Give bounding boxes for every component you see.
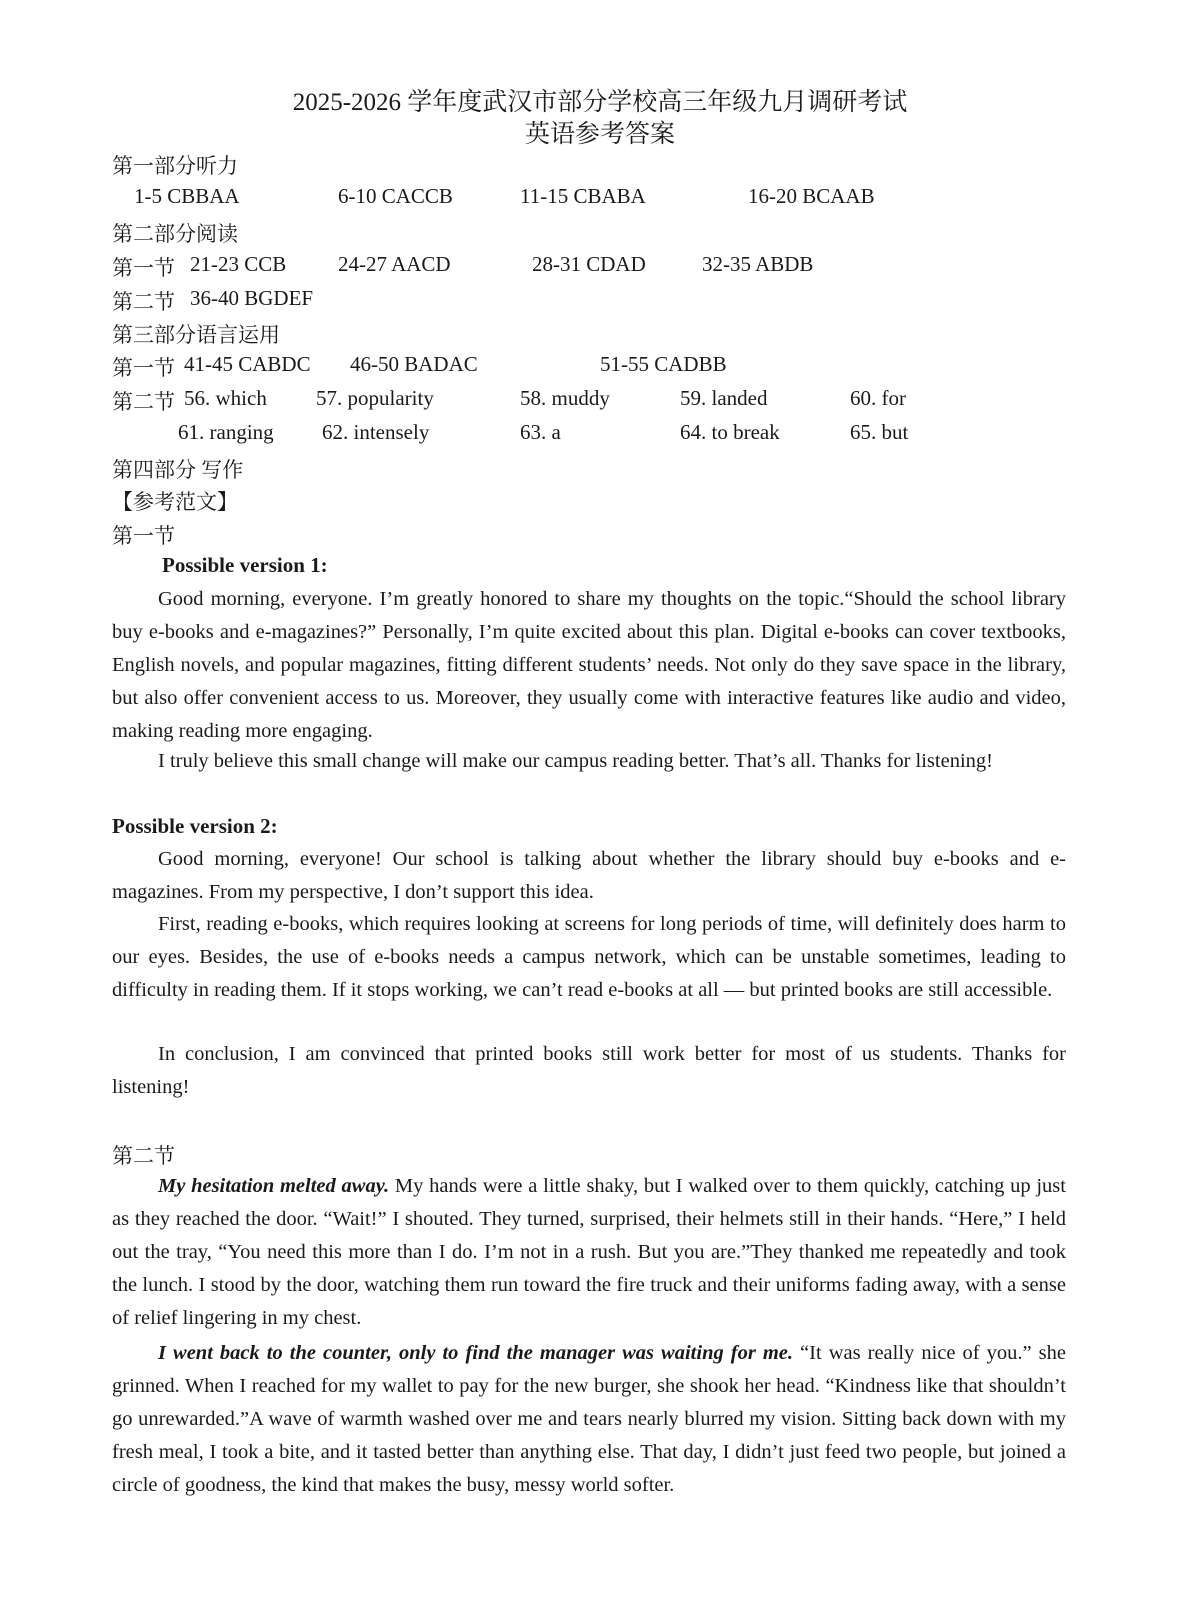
part1-heading: 第一部分听力 [112, 154, 238, 178]
paragraph-opening-sentence: I went back to the counter, only to find the manager was waiting for me. [158, 1342, 794, 1364]
part3-heading: 第三部分语言运用 [112, 323, 280, 347]
answer-group: 36-40 BGDEF [190, 286, 314, 310]
page-title: 2025-2026 学年度武汉市部分学校高三年级九月调研考试 [292, 89, 908, 116]
answer-group: 16-20 BCAAB [748, 184, 875, 208]
answer-item: 57. popularity [316, 386, 434, 410]
answer-item: 63. a [520, 420, 561, 444]
answer-group: 11-15 CBABA [520, 184, 646, 208]
answer-group: 41-45 CABDC [184, 352, 311, 376]
continuation-paragraph [112, 1170, 1066, 1335]
section-label: 第一节 [112, 356, 175, 380]
answer-group: 21-23 CCB [190, 252, 287, 276]
version2-heading: Possible version 2: [112, 814, 278, 838]
answer-group: 1-5 CBBAA [134, 184, 240, 208]
answer-item: 62. intensely [322, 420, 430, 444]
version1-paragraph: I truly believe this small change will make our campus reading better. That’s all. Thanks for listening! [158, 750, 993, 772]
part4-heading: 第四部分 写作 [112, 458, 244, 482]
version2-paragraph: In conclusion, I am convinced that printed books still work better for most of us students. Thanks for listening! [112, 1043, 1066, 1098]
answer-item: 58. muddy [520, 386, 610, 410]
paragraph-opening-sentence: My hesitation melted away. [158, 1175, 390, 1197]
sample-essay-label: 【参考范文】 [112, 490, 238, 514]
answer-item: 59. landed [680, 386, 768, 410]
answer-group: 28-31 CDAD [532, 252, 646, 276]
answer-item: 60. for [850, 386, 906, 410]
part2-heading: 第二部分阅读 [112, 222, 238, 246]
paragraph-body: “It was really nice of you.” she grinned. When I reached for my wallet to pay for the new burger, she shook her head. “Kindness like that shouldn’t go unrewarded.”A wave of warmth washed over me and tears nearly blurred my vision. Sitting back down with my fresh meal, I took a bite, and it tasted better than anything else. That day, I didn’t just feed two people, but joined a circle of goodness, the kind that makes the busy, messy world softer. [112, 1342, 1066, 1496]
answer-item: 61. ranging [178, 420, 274, 444]
section-label: 第二节 [112, 290, 175, 314]
page-subtitle: 英语参考答案 [524, 121, 675, 148]
version1-paragraph: Good morning, everyone. I’m greatly honored to share my thoughts on the topic.“Should the school library buy e-books and e-magazines?” Personally, I’m quite excited about this plan. Digital e-books can cover textbooks, English novels, and popular magazines, fitting different students’ needs. Not only do they save space in the library, but also offer convenient access to us. Moreover, they usually come with interactive features like audio and video, making reading more engaging. [112, 588, 1066, 742]
version2-paragraph: Good morning, everyone! Our school is talking about whether the library should buy e-books and e-magazines. From my perspective, I don’t support this idea. [112, 848, 1066, 903]
answer-item: 64. to break [680, 420, 780, 444]
writing-section1-label: 第一节 [112, 524, 175, 548]
answer-group: 6-10 CACCB [338, 184, 453, 208]
answer-group: 51-55 CADBB [600, 352, 727, 376]
answer-group: 46-50 BADAC [350, 352, 478, 376]
answer-group: 24-27 AACD [338, 252, 451, 276]
answer-group: 32-35 ABDB [702, 252, 814, 276]
paragraph-body: My hands were a little shaky, but I walked over to them quickly, catching up just as they reached the door. “Wait!” I shouted. They turned, surprised, their helmets still in their hands. “Here,” I held out the tray, “You need this more than I do. I’m not in a rush. But you are.”They thanked me repeatedly and took the lunch. I stood by the door, watching them run toward the fire truck and their uniforms fading away, with a sense of relief lingering in my chest. [112, 1175, 1066, 1329]
version1-heading: Possible version 1: [162, 553, 328, 577]
writing-section2-label: 第二节 [112, 1144, 175, 1168]
answer-item: 56. which [184, 386, 267, 410]
section-label: 第一节 [112, 256, 175, 280]
continuation-paragraph [112, 1337, 1066, 1502]
section-label: 第二节 [112, 390, 175, 414]
version2-paragraph: First, reading e-books, which requires looking at screens for long periods of time, will definitely does harm to our eyes. Besides, the use of e-books needs a campus network, which can be unstable sometimes, leading to difficulty in reading them. If it stops working, we can’t read e-books at all — but printed books are still accessible. [112, 913, 1066, 1001]
answer-item: 65. but [850, 420, 909, 444]
